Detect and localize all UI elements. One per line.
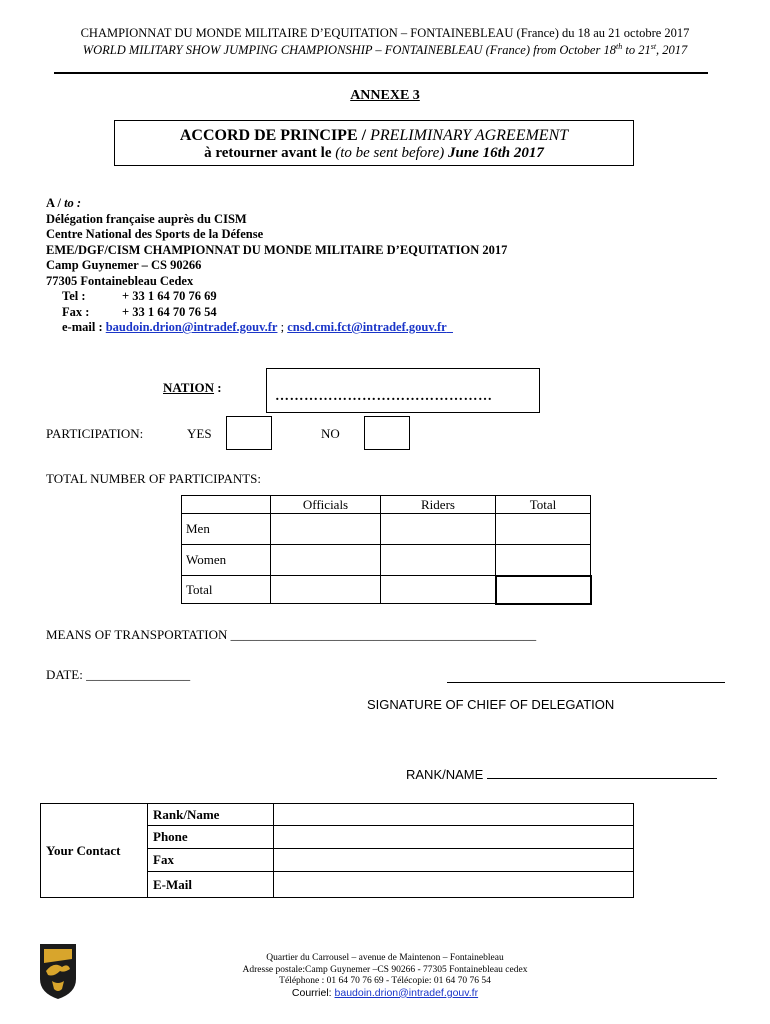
nation-field[interactable] [266,368,540,413]
row-label-men: Men [182,514,271,545]
participation-label: PARTICIPATION: [46,426,144,441]
agreement-title-fr: ACCORD DE PRINCIPE [179,127,358,144]
contact-row-label: Fax [148,849,274,872]
rank-name-line [487,767,717,779]
address-block [46,196,507,336]
header-line-fr: CHAMPIONNAT DU MONDE MILITAIRE D’EQUITATION – FONTAINEBLEAU (France) du 18 au 21 octobre 2017 [80,26,690,40]
contact-rank-name-input[interactable] [274,804,634,826]
address-line: Centre National des Sports de la Défense [46,227,264,241]
contact-row-label: E-Mail [148,872,274,898]
col-header-officials: Officials [271,496,381,514]
address-line: EME/DGF/CISM CHAMPIONNAT DU MONDE MILITAIRE D’EQUITATION 2017 [46,242,508,257]
no-checkbox[interactable] [364,416,410,450]
row-label-total: Total [182,576,271,604]
col-header-riders: Riders [381,496,496,514]
input-cell-grand-total[interactable] [496,576,591,604]
deadline: June 16th 2017 [447,145,544,161]
tel-line: Tel : + 33 1 64 70 76 69 [62,289,217,303]
footer [0,953,770,999]
contact-row-label: Rank/Name [148,804,274,826]
col-header-total: Total [496,496,591,514]
your-contact-label: Your Contact [41,804,148,898]
input-cell-women-total[interactable] [496,545,591,576]
input-cell-total-officials[interactable] [271,576,381,604]
addressee-label: A / to : [46,196,82,210]
annex-title: ANNEXE 3 [350,88,420,103]
footer-phone: Téléphone : 01 64 70 76 69 - Télécopie: 01 64 70 76 54 [279,976,491,986]
nation-placeholder: ……………………………………… [275,389,493,404]
yes-checkbox[interactable] [226,416,272,450]
table-corner-cell [182,496,271,514]
row-label-women: Women [182,545,271,576]
email-link-1[interactable]: baudoin.drion@intradef.gouv.fr [105,320,278,334]
rank-name-field[interactable]: RANK/NAME [406,767,717,782]
contact-table [40,803,634,898]
footer-address: Quartier du Carrousel – avenue de Maintenon – Fontainebleau [266,953,504,963]
input-cell-women-officials[interactable] [271,545,381,576]
address-line: Délégation française auprès du CISM [46,211,247,226]
email-line: e-mail : baudoin.drion@intradef.gouv.fr ; cnsd.cmi.fct@intradef.gouv.fr [62,320,447,334]
input-cell-women-riders[interactable] [381,545,496,576]
contact-phone-input[interactable] [274,826,634,849]
no-label: NO [321,426,340,441]
input-cell-total-riders[interactable] [381,576,496,604]
total-participants-label: TOTAL NUMBER OF PARTICIPANTS: [46,471,262,486]
return-label-en: (to be sent before) [335,145,445,161]
participants-table [181,495,592,605]
address-line: 77305 Fontainebleau Cedex [46,273,194,288]
nation-label: NATION : [163,380,222,395]
contact-row-label: Phone [148,826,274,849]
contact-fax-input[interactable] [274,849,634,872]
signature-label: SIGNATURE OF CHIEF OF DELEGATION [367,697,615,712]
input-cell-men-officials[interactable] [271,514,381,545]
footer-postal-address: Adresse postale:Camp Guynemer –CS 90266 - 77305 Fontainebleau cedex [242,964,528,975]
agreement-title-en: PRELIMINARY AGREEMENT [370,127,569,144]
transport-field[interactable]: MEANS OF TRANSPORTATION _______________________________________________ [46,627,537,642]
return-label-fr: à retourner avant le [204,145,332,161]
footer-email-link[interactable]: baudoin.drion@intradef.gouv.fr [334,986,479,999]
input-cell-men-total[interactable] [496,514,591,545]
agreement-title-box: ACCORD DE PRINCIPE / PRELIMINARY AGREEMENT à retourner avant le (to be sent before) June 16th 2017 [114,120,634,166]
header-divider [54,72,708,74]
address-line: Camp Guynemer – CS 90266 [46,258,202,272]
yes-label: YES [187,426,212,441]
input-cell-men-riders[interactable] [381,514,496,545]
contact-email-input[interactable] [274,872,634,898]
fax-line: Fax : + 33 1 64 70 76 54 [62,304,217,319]
header-line-en: WORLD MILITARY SHOW JUMPING CHAMPIONSHIP – FONTAINEBLEAU (France) from October 18th to 21st, 2017 [82,42,688,58]
email-link-2[interactable]: cnsd.cmi.fct@intradef.gouv.fr [287,320,447,334]
signature-line[interactable] [447,682,725,683]
date-field[interactable]: DATE: ________________ [46,667,191,682]
footer-email-line: Courriel: baudoin.drion@intradef.gouv.fr [291,986,479,999]
